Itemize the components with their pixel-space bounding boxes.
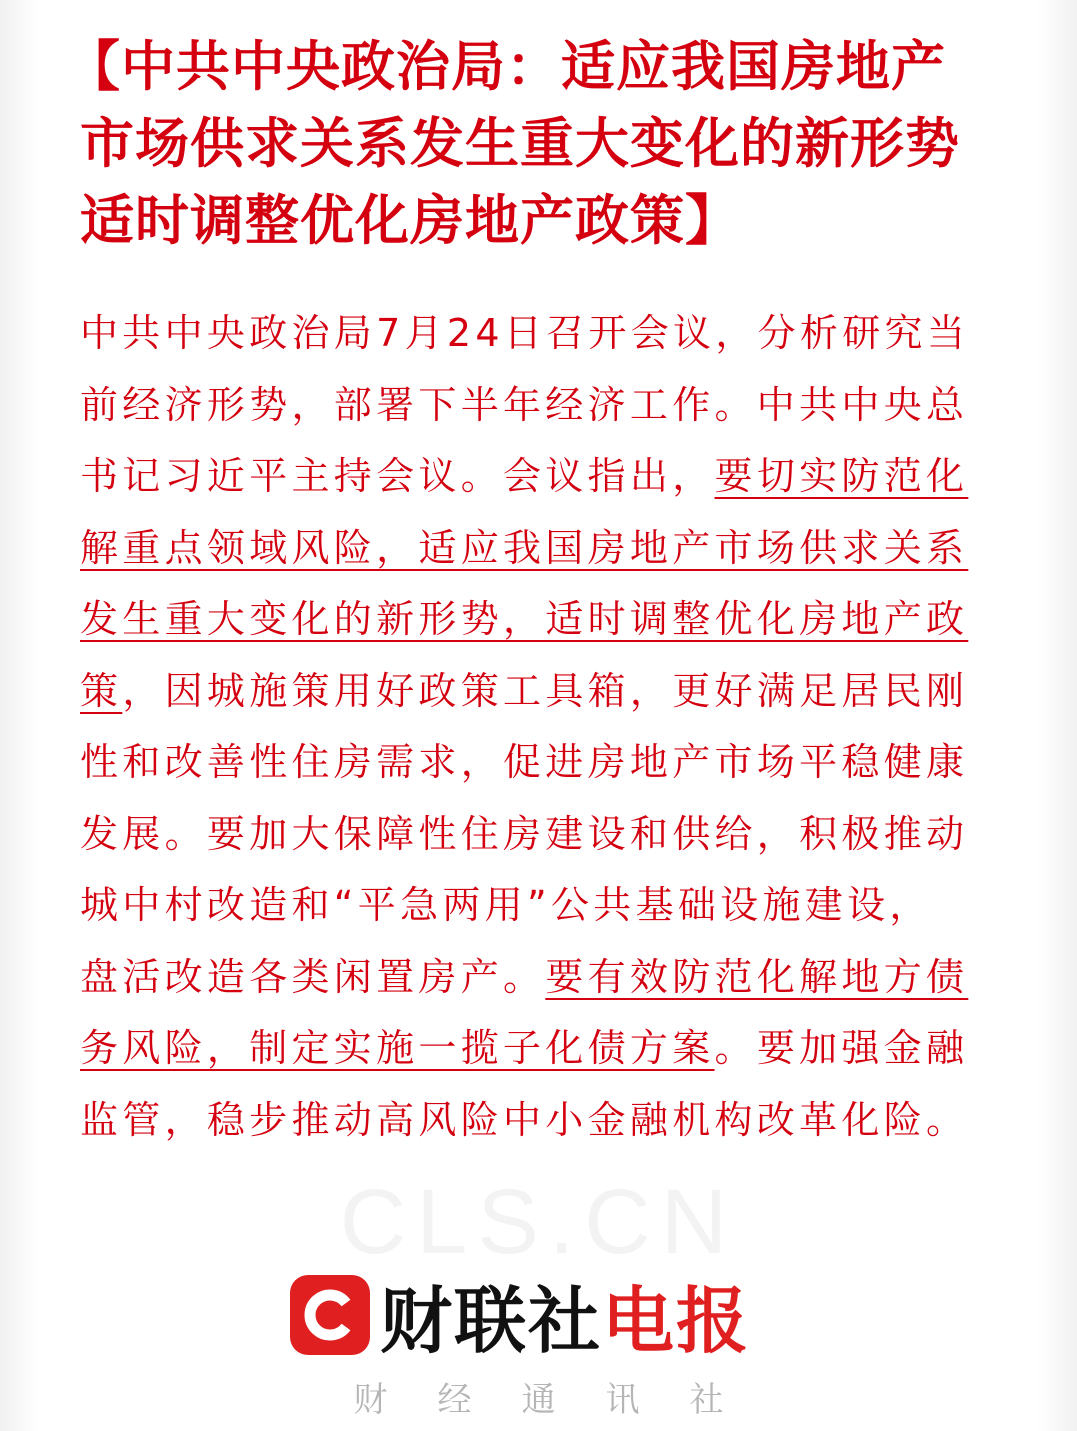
brand-subtitle: 财经通讯社: [353, 1380, 774, 1420]
brand-logo-row: [290, 1270, 751, 1363]
headline-line: 适时调整优化房地产政策】: [80, 189, 740, 252]
body-line: 中共中央政治局7月24日召开会议，分析研究当: [80, 311, 970, 355]
article-body: [80, 298, 1010, 1156]
underlined-highlight: 发生重大变化的新形势，适时调整优化房地产政: [80, 597, 969, 641]
body-text-segment: ，因城施策用好政策工具箱，更好满足居民刚: [122, 668, 969, 713]
body-line: 监管，稳步推动高风险中小金融机构改革化险。: [80, 1097, 969, 1142]
body-line: 性和改善性住房需求，促进房地产市场平稳健康: [80, 740, 969, 784]
body-text-segment: 盘活改造各类闲置房产。: [80, 954, 546, 999]
brand-accent: 电报: [602, 1279, 751, 1363]
body-line: 前经济形势，部署下半年经济工作。中共中央总: [80, 382, 969, 427]
underlined-highlight: 要有效防范化解地方债: [545, 954, 969, 999]
body-line: [80, 1013, 1010, 1085]
brand-name: 财联社: [380, 1279, 603, 1363]
body-text-segment: 。要加强金融: [714, 1026, 969, 1070]
underlined-highlight: 解重点领域风险，适应我国房地产市场供求关系: [80, 525, 969, 570]
body-text-segment: 书记习近平主持会议。会议指出，: [80, 454, 715, 498]
headline: [66, 28, 1000, 259]
underlined-highlight: 要切实防范化: [714, 454, 969, 498]
body-line: [80, 942, 1010, 1014]
cls-logo-icon: [290, 1275, 370, 1355]
watermark-text: CLS.CN: [339, 1171, 738, 1273]
body-line: 城中村改造和“平急两用”公共基础设施建设，: [80, 883, 932, 927]
body-line: 发展。要加大保障性住房建设和供给，积极推动: [80, 811, 969, 856]
body-line: [80, 656, 1010, 728]
body-line: [80, 441, 1010, 513]
headline-line: 【中共中央政治局：适应我国房地产: [66, 35, 946, 98]
underlined-highlight: 策: [80, 668, 123, 713]
underlined-highlight: 务风险，制定实施一揽子化债方案: [80, 1026, 715, 1070]
headline-line: 市场供求关系发生重大变化的新形势: [80, 112, 960, 175]
